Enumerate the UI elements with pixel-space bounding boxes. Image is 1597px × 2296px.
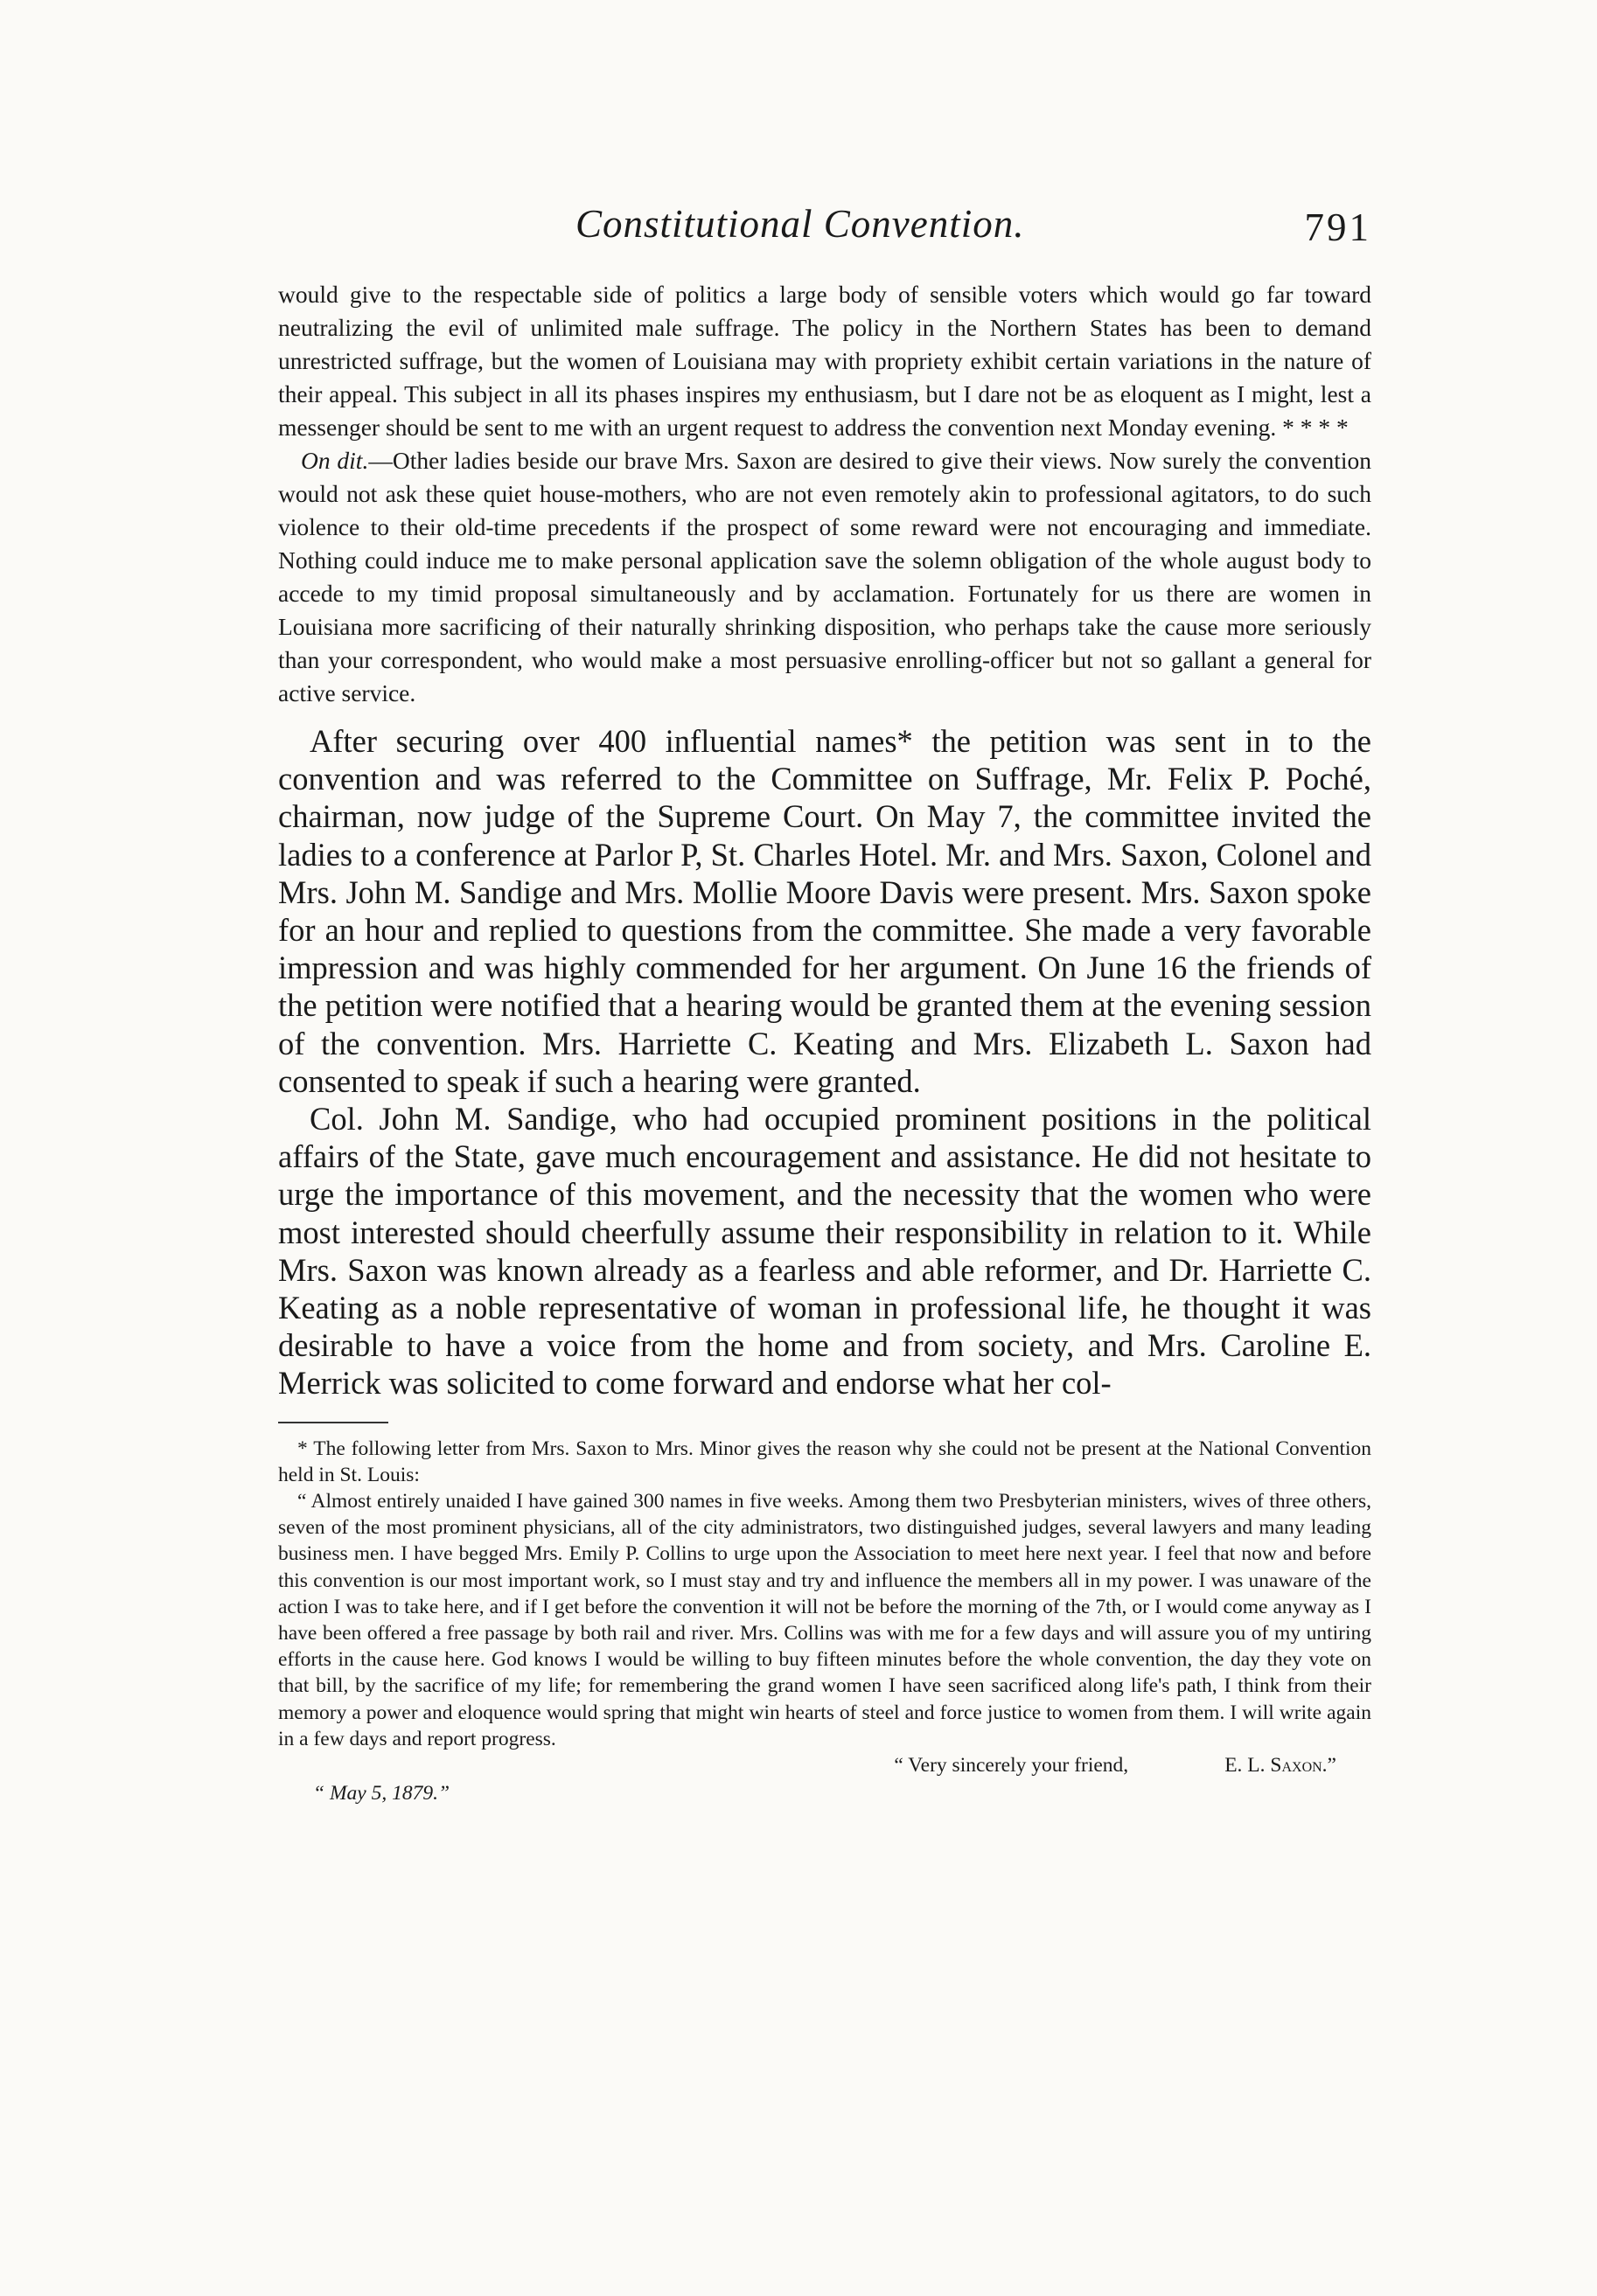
on-dit-lead: On dit. xyxy=(301,447,369,474)
body-paragraph: After securing over 400 influential names* the petition was sent in to the convention and was referred to the Committee on Suffrage, Mr. Felix P. Poché, chairman, now judge of the Supreme Court. On May 7, the committee invited the ladies to a conference at Parlor P, St. Charles Hotel. Mr. and Mrs. Saxon, Colonel and Mrs. John M. Sandige and Mrs. Mollie Moore Davis were present. Mrs. Saxon spoke for an hour and replied to questions from the committee. She made a very favorable impression and was highly commended for her argument. On June 16 the friends of the petition were notified that a hearing would be granted them at the evening session of the convention. Mrs. Harriette C. Keating and Mrs. Elizabeth L. Saxon had consented to speak if such a hearing were granted. xyxy=(278,723,1371,1099)
signature-line xyxy=(278,1752,1371,1778)
letter-signature: E. L. Saxon.” xyxy=(1224,1754,1336,1778)
book-page xyxy=(278,201,1371,1807)
quote-paragraph: would give to the respectable side of politics a large body of sensible voters which would go far toward neutralizing the evil of unlimited male suffrage. The policy in the Northern States has been to demand unrestricted suffrage, but the women of Louisiana may with propriety exhibit certain variations in the nature of their appeal. This subject in all its phases inspires my enthusiasm, but I dare not be as eloquent as I might, lest a messenger should be sent to me with an urgent request to address the convention next Monday evening. * * * * xyxy=(278,281,1371,441)
quote-paragraph xyxy=(278,444,1371,710)
letter-closing: “ Very sincerely your friend, xyxy=(894,1754,1129,1778)
footnote xyxy=(278,1436,1371,1807)
footnote-rule xyxy=(278,1422,388,1423)
quoted-letter xyxy=(278,278,1371,710)
quote-paragraph-text: —Other ladies beside our brave Mrs. Saxon are desired to give their views. Now surely the convention would not ask these quiet house-mothers, who are not even remotely akin to professional agitators, to do such violence to their old-time precedents if the prospect of some reward were not encouraging and immediate. Nothing could induce me to make personal application save the solemn obligation of the whole august body to accede to my timid proposal simultaneously and by acclamation. Fortunately for us there are women in Louisiana more sacrificing of their naturally shrinking disposition, who perhaps take the cause more seriously than your correspondent, who would make a most persuasive enrolling-officer but not so gallant a general for active service. xyxy=(278,447,1371,706)
footnote-intro: * The following letter from Mrs. Saxon to Mrs. Minor gives the reason why she could not be present at the National Convention held in St. Louis: xyxy=(278,1437,1371,1486)
page-number: 791 xyxy=(1304,205,1371,249)
running-title: Constitutional Convention. xyxy=(575,202,1025,246)
main-text xyxy=(278,722,1371,1402)
body-paragraph: Col. John M. Sandige, who had occupied prominent positions in the political affairs of the State, gave much encouragement and assistance. He did not hesitate to urge the importance of this movement, and the necessity that the women who were most interested should cheerfully assume their responsibility in relation to it. While Mrs. Saxon was known already as a fearless and able reformer, and Dr. Harriette C. Keating as a noble representative of woman in professional life, he thought it was desirable to have a voice from the home and from society, and Mrs. Caroline E. Merrick was solicited to come forward and endorse what her col- xyxy=(278,1101,1371,1402)
letter-date: “ May 5, 1879.” xyxy=(313,1782,450,1805)
footnote-letter: “ Almost entirely unaided I have gained 300 names in five weeks. Among them two Presbyterian ministers, wives of three others, seven of the most prominent physicians, all of the city administrators, two distinguished judges, several lawyers and many leading business men. I have begged Mrs. Emily P. Collins to urge upon the Association to meet here next year. I feel that now and before this convention is our most important work, so I must stay and try and influence the members all in my power. I was unaware of the action I was to take here, and if I get before the convention it will not be before the morning of the 7th, or I would come anyway as I have been offered a free passage by both rail and river. Mrs. Collins was with me for a few days and will assure you of my untiring efforts in the cause here. God knows I would be willing to buy fifteen minutes before the whole convention, the day they vote on that bill, by the sacrifice of my life; for remembering the grand women I have seen sacrificed along life's path, I think from their memory a power and eloquence would spring that might win hearts of steel and force justice to women from them. I will write again in a few days and report progress. xyxy=(278,1490,1371,1750)
page-header xyxy=(278,201,1371,262)
